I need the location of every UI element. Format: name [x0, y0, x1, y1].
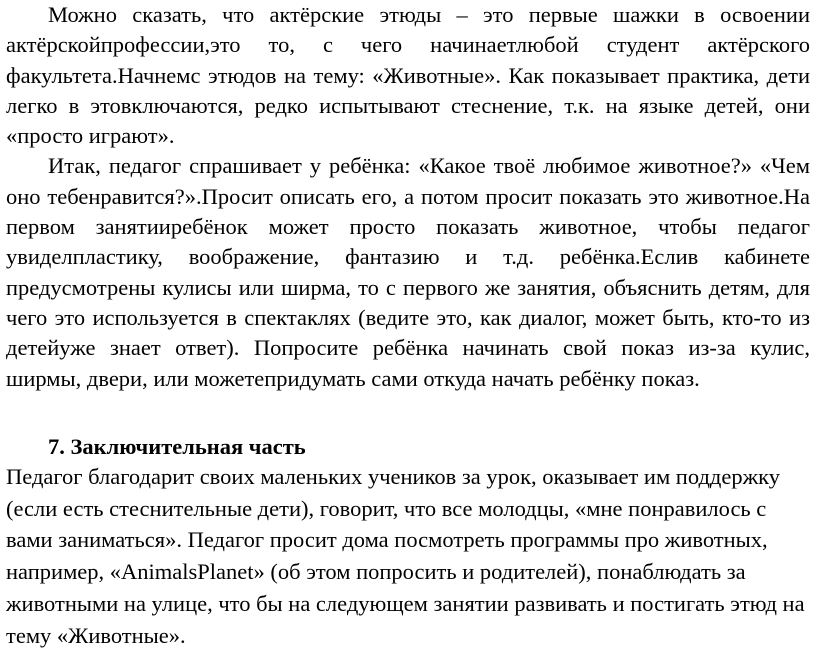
paragraph-actor-etudes: Можно сказать, что актёрские этюды – это первые шажки в освоении актёрскойпрофессии,это то, с чего начинаетлюбой студент актёрского факультета.Начнемс этюдов на тему: «Животные». Как показывает практика, дети легко в этовключаются, редко испытывают стеснение, т.к. на языке детей, они «просто играют».: [6, 2, 810, 149]
paragraph-teacher-asks: Итак, педагог спрашивает у ребёнка: «Какое твоё любимое животное?» «Чем оно тебенравится?».Просит описать его, а потом просит показать это животное.На первом занятииребёнок может просто показать животное, чтобы педагог увиделпластику, воображение, фантазию и т.д. ребёнка.Еслив кабинете предусмотрены кулисы или ширма, то с первого же занятия, объяснить детям, для чего это используется в спектаклях (ведите это, как диалог, может быть, кто-то из детейуже знает ответ). Попросите ребёнка начинать свой показ из-за кулис, ширмы, двери, или можетепридумать сами откуда начать ребёнку показ.: [6, 153, 810, 391]
paragraph-conclusion: Педагог благодарит своих маленьких учеников за урок, оказывает им поддержку (если есть стеснительные дети), говорит, что все молодцы, «мне понравилось с вами заниматься». Педагог просит дома посмотреть программы про животных, например, «AnimalsPlanet» (об этом попросить и родителей), понаблюдать за животными на улице, что бы на следующем занятии развивать и постигать этюд на тему «Животные».: [6, 463, 805, 648]
section-heading: 7. Заключительная часть: [48, 433, 306, 459]
